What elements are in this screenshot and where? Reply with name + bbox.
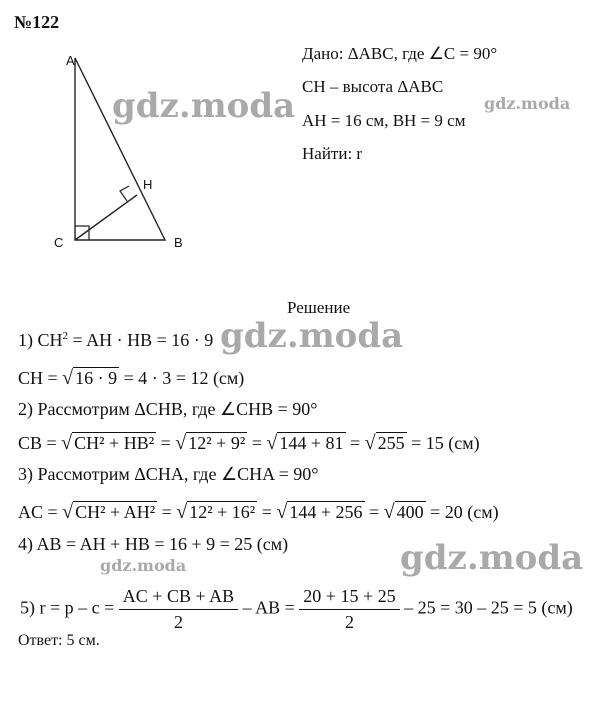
- watermark-2: gdz.moda: [484, 94, 571, 113]
- watermark-4: gdz.moda: [100, 556, 187, 575]
- given-line-3: AH = 16 см, BH = 9 см: [302, 111, 466, 130]
- step-2-calc: CB = √ CH² + HB² = √ 12² + 9² = √ 144 + 81 = √ 255 = 15 (см): [18, 432, 480, 454]
- vertex-a-label: A: [66, 53, 75, 68]
- step-5: 5) r = p – c = $\frac{AC + CB + AB}{2}$ – AB = $\frac{20 + 15 + 25}{2}$ – 25 = 30 – 25 = 5 (см): [20, 586, 573, 632]
- watermark-5: gdz.moda: [400, 538, 584, 578]
- step-1a: 1) $CH^2$ = AH · HB = 16 · 9: [18, 330, 214, 350]
- vertex-c-label: C: [54, 235, 64, 250]
- solution-heading: Решение: [287, 298, 351, 317]
- step-3-calc: AC = √ CH² + AH² = √ 12² + 16² = √ 144 + 256 = √ 400 = 20 (см): [18, 501, 499, 523]
- step-2-title: 2) Рассмотрим ΔCHB, где ∠CHB = 90°: [18, 399, 318, 419]
- vertex-b-label: B: [174, 235, 183, 250]
- step-1b: CH = √ 16 · 9 = 4 · 3 = 12 (см): [18, 367, 245, 389]
- given-line-1: Дано: ΔABC, где ∠C = 90°: [302, 44, 498, 63]
- given-line-2: CH – высота ΔABC: [302, 77, 444, 96]
- altitude-ch: [75, 195, 137, 240]
- right-angle-h: [120, 186, 129, 201]
- triangle-figure: [55, 50, 285, 250]
- step-4: 4) AB = AH + HB = 16 + 9 = 25 (см): [18, 534, 289, 554]
- watermark-3: gdz.moda: [220, 316, 404, 356]
- step-3-title: 3) Рассмотрим ΔCHA, где ∠CHA = 90°: [18, 464, 319, 484]
- problem-number: №122: [14, 12, 60, 32]
- answer: Ответ: 5 см.: [18, 632, 100, 649]
- watermark-1: gdz.moda: [112, 86, 296, 126]
- given-line-4: Найти: r: [302, 144, 363, 163]
- vertex-h-label: H: [143, 177, 153, 192]
